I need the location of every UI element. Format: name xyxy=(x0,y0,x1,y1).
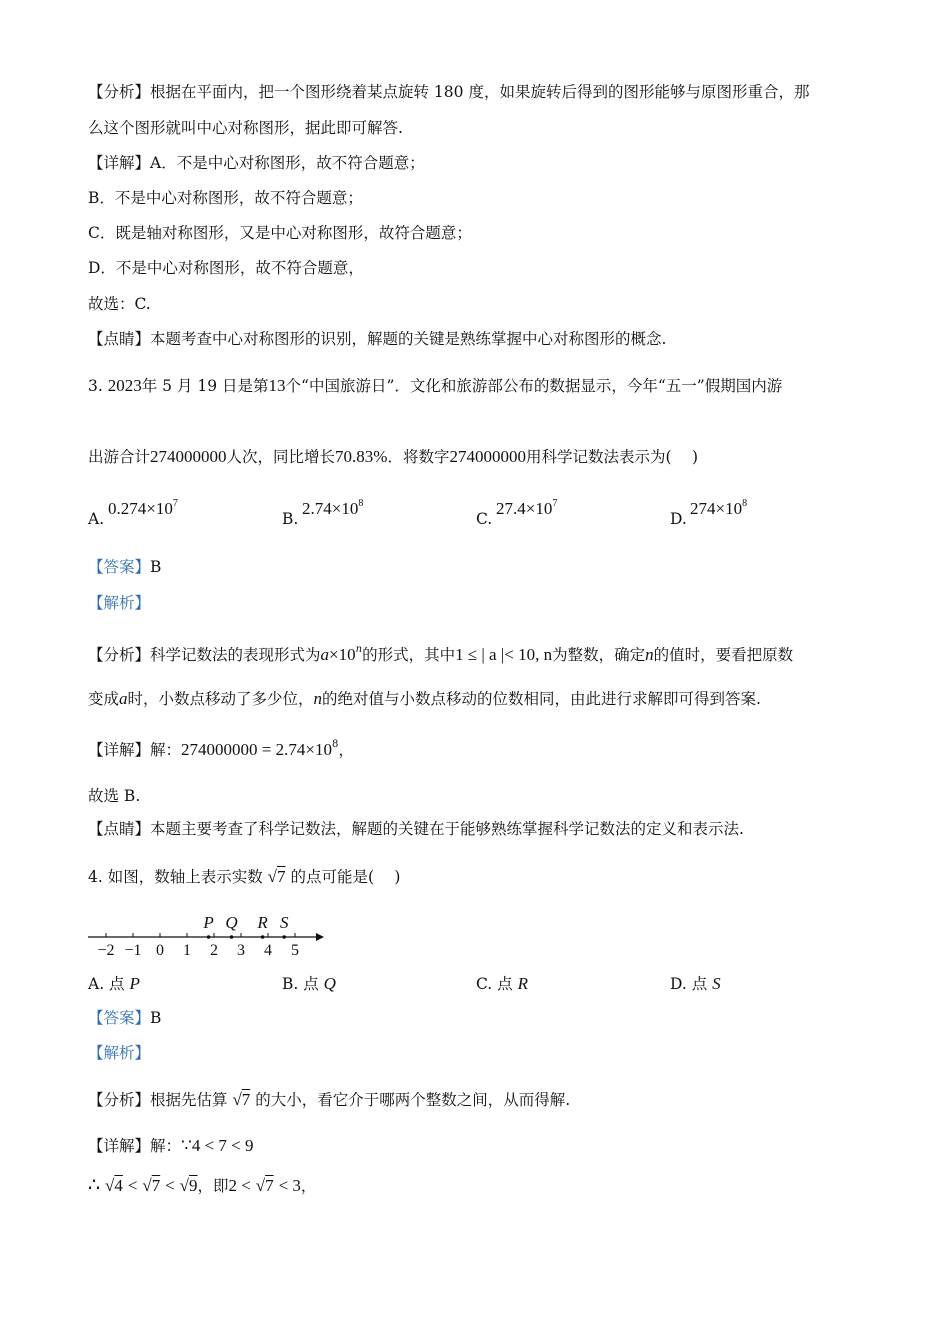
q3-analysis-form-exp: n xyxy=(355,644,363,655)
q4-analysis-radicand: 7 xyxy=(241,1090,251,1109)
q3-option-a-value xyxy=(108,498,178,519)
q2-analysis-cont: 么这个图形就叫中心对称图形，据此即可解答. xyxy=(88,119,403,137)
q3-percent: 70.83% xyxy=(335,447,388,466)
q3-option-b-letter: B. xyxy=(282,510,299,528)
q3-option-a-letter: A. xyxy=(88,510,105,528)
q4-lt-three: < 3 xyxy=(278,1176,301,1195)
q4-two-lt: 2 < xyxy=(228,1176,251,1195)
q3-stem-line2 xyxy=(88,446,698,468)
q4-sqrt-9: √9 xyxy=(179,1176,198,1195)
q4-radicand-9: 9 xyxy=(189,1176,198,1195)
q4-detail-label: 【详解】解： xyxy=(88,1137,182,1155)
q3-analysis-text-b: 的形式，其中 xyxy=(362,646,456,664)
q3-text3: 出游合计 xyxy=(88,448,151,466)
q3-option-b-mantissa: 2.74×10 xyxy=(302,499,359,518)
q3-option-a-exp: 7 xyxy=(172,498,178,509)
q3-analysis2-text-b: 时，小数点移动了多少位， xyxy=(127,690,314,708)
number-line-tick-label: 2 xyxy=(210,942,218,959)
q2-choose: 故选：C. xyxy=(88,295,151,313)
number-line-point xyxy=(261,935,265,939)
q4-analysis xyxy=(88,1089,570,1111)
q3-analysis-form-b: ×10 xyxy=(329,645,356,664)
q3-number: 3. xyxy=(88,377,103,395)
q3-detail-label: 【详解】解： xyxy=(88,741,182,759)
q3-answer-tag: 【答案】 xyxy=(88,558,151,576)
q3-nth: 13 xyxy=(268,376,286,395)
q4-detail xyxy=(88,1135,254,1157)
q4-analysis-text-b: 的大小，看它介于哪两个整数之间，从而得解. xyxy=(255,1091,571,1109)
q3-analysis-line1 xyxy=(88,639,793,666)
q3-text2: 个“中国旅游日”．文化和旅游部公布的数据显示，今年“五一”假期国内游 xyxy=(285,377,783,395)
q4-lt-1: < xyxy=(127,1176,138,1195)
q3-analysis-text-c: 为整数，确定 xyxy=(552,646,646,664)
q3-answer xyxy=(88,556,161,578)
q2-detail-c: C．既是轴对称图形，又是中心对称图形，故符合题意； xyxy=(88,224,472,242)
q3-detail-equation: 274000000 = 2.74×10 xyxy=(181,740,332,759)
q4-option-c-text: C. 点 xyxy=(476,975,518,993)
q4-stem-text-a: 4. 如图，数轴上表示实数 xyxy=(88,868,263,886)
q4-ji-text: ，即 xyxy=(197,1177,229,1195)
q3-choose: 故选 B. xyxy=(88,787,141,805)
q3-analysis-line2 xyxy=(88,688,761,710)
q4-option-d xyxy=(670,972,721,994)
q4-option-d-text: D. 点 xyxy=(670,975,713,993)
q4-option-c-var: R xyxy=(517,974,528,993)
q4-stem-sqrt: √7 xyxy=(267,867,286,886)
q3-text6: 用科学记数法表示为( ) xyxy=(525,448,698,466)
q3-option-c-exp: 7 xyxy=(552,498,558,509)
q4-detail-inequality: 4 < 7 < 9 xyxy=(191,1136,254,1155)
q4-answer-tag: 【答案】 xyxy=(88,1009,151,1027)
q4-radicand-7b: 7 xyxy=(265,1176,274,1195)
q3-analysis-form-a: a xyxy=(320,645,330,664)
q4-lt-2: < xyxy=(165,1176,175,1195)
q4-sqrt-7: √7 xyxy=(142,1176,161,1195)
q3-text1: 年 5 月 19 日是第 xyxy=(141,377,269,395)
q3-big-number-2: 274000000 xyxy=(449,447,526,466)
q3-option-a-mantissa: 0.274×10 xyxy=(108,499,173,518)
q3-detail xyxy=(88,734,354,761)
q3-option-c-value xyxy=(496,498,557,519)
number-line-tick-label: 1 xyxy=(183,942,191,959)
q4-option-a-var: P xyxy=(129,974,140,993)
q3-option-b-exp: 8 xyxy=(358,498,364,509)
q4-jiexi: 【解析】 xyxy=(88,1044,151,1062)
q4-radicand-4: 4 xyxy=(114,1176,123,1195)
q4-answer-value: B xyxy=(150,1009,162,1027)
q3-analysis2-text-c: 的绝对值与小数点移动的位数相同，由此进行求解即可得到答案. xyxy=(322,690,761,708)
number-line-tick-label: 0 xyxy=(156,942,164,959)
number-line-point xyxy=(207,935,211,939)
q3-option-c-letter: C. xyxy=(476,510,493,528)
number-line-tick-label: −1 xyxy=(124,942,142,959)
q4-option-c xyxy=(476,972,528,994)
q3-option-d-letter: D. xyxy=(670,510,687,528)
q2-detail-b: B．不是中心对称图形，故不符合题意； xyxy=(88,189,363,207)
q3-answer-value: B xyxy=(150,558,162,576)
q4-option-b-var: Q xyxy=(323,974,336,993)
q4-option-b-text: B. 点 xyxy=(282,975,324,993)
number-line-tick-label: −2 xyxy=(97,942,115,959)
q4-stem-radicand: 7 xyxy=(277,867,286,886)
q4-sqrt-7b: √7 xyxy=(255,1176,274,1195)
q3-analysis-text-d: 的值时，要看把原数 xyxy=(653,646,794,664)
q3-option-d-value xyxy=(690,498,747,519)
q3-stem-line1 xyxy=(88,375,782,397)
q4-analysis-sqrt: √7 xyxy=(232,1090,251,1109)
number-line-point-label: P xyxy=(203,913,214,932)
q4-sqrt-4: √4 xyxy=(105,1176,123,1195)
number-line-tick-label: 4 xyxy=(264,942,272,959)
number-line-arrow xyxy=(316,933,324,941)
q4-option-a-text: A. 点 xyxy=(88,975,130,993)
q4-radicand-7: 7 xyxy=(151,1176,161,1195)
q3-year: 2023 xyxy=(107,376,142,395)
number-line-tick-label: 3 xyxy=(237,942,245,959)
q2-detail-d: D．不是中心对称图形，故不符合题意， xyxy=(88,259,364,277)
number-line-point-label: R xyxy=(257,913,268,932)
q3-option-c-mantissa: 27.4×10 xyxy=(496,499,553,518)
q3-detail-exp: 8 xyxy=(331,739,339,750)
number-line-tick-label: 5 xyxy=(291,942,299,959)
number-line-point xyxy=(230,935,234,939)
q2-detail-a: 【详解】A．不是中心对称图形，故不符合题意； xyxy=(88,154,425,172)
q3-analysis2-text-a: 变成 xyxy=(88,690,120,708)
q2-analysis: 【分析】根据在平面内，把一个图形绕着某点旋转 180 度，如果旋转后得到的图形能够与原图形重合，那 xyxy=(88,83,810,101)
q3-analysis-condition: 1 ≤ | a |< 10, n xyxy=(455,645,553,664)
q4-analysis-text-a: 【分析】根据先估算 xyxy=(88,1091,228,1109)
q3-analysis-n: n xyxy=(645,645,654,664)
q4-therefore-symbol: ∴ xyxy=(88,1175,101,1196)
number-line-figure xyxy=(80,905,340,961)
q3-option-b-value xyxy=(302,498,363,519)
q2-comment: 【点睛】本题考查中心对称图形的识别，解题的关键是熟练掌握中心对称图形的概念. xyxy=(88,330,667,348)
q3-analysis-text-a: 【分析】科学记数法的表现形式为 xyxy=(88,646,321,664)
number-line-point xyxy=(282,935,286,939)
q4-stem-text-b: 的点可能是( ) xyxy=(290,868,401,886)
q3-detail-end: ， xyxy=(338,741,354,759)
q4-option-d-var: S xyxy=(712,974,721,993)
q4-stem xyxy=(88,866,400,888)
q3-big-number: 274000000 xyxy=(150,447,227,466)
q3-jiexi: 【解析】 xyxy=(88,594,151,612)
number-line-point-label: Q xyxy=(225,913,238,932)
q3-option-d-mantissa: 274×10 xyxy=(690,499,743,518)
number-line-point-label: S xyxy=(279,913,289,932)
q3-analysis2-var: a xyxy=(119,689,128,708)
q4-answer xyxy=(88,1007,161,1029)
q4-because-symbol: ∵ xyxy=(181,1136,192,1155)
q3-text5: ．将数字 xyxy=(387,448,450,466)
q3-text4: 人次，同比增长 xyxy=(226,448,336,466)
q4-option-b xyxy=(282,972,336,994)
q4-end-punct: ， xyxy=(300,1177,317,1195)
q4-option-a xyxy=(88,972,140,994)
q3-option-d-exp: 8 xyxy=(742,498,748,509)
q4-therefore-line xyxy=(88,1175,316,1197)
q3-comment: 【点睛】本题主要考查了科学记数法，解题的关键在于能够熟练掌握科学记数法的定义和表示法. xyxy=(88,820,744,838)
q3-analysis2-n: n xyxy=(313,689,323,708)
